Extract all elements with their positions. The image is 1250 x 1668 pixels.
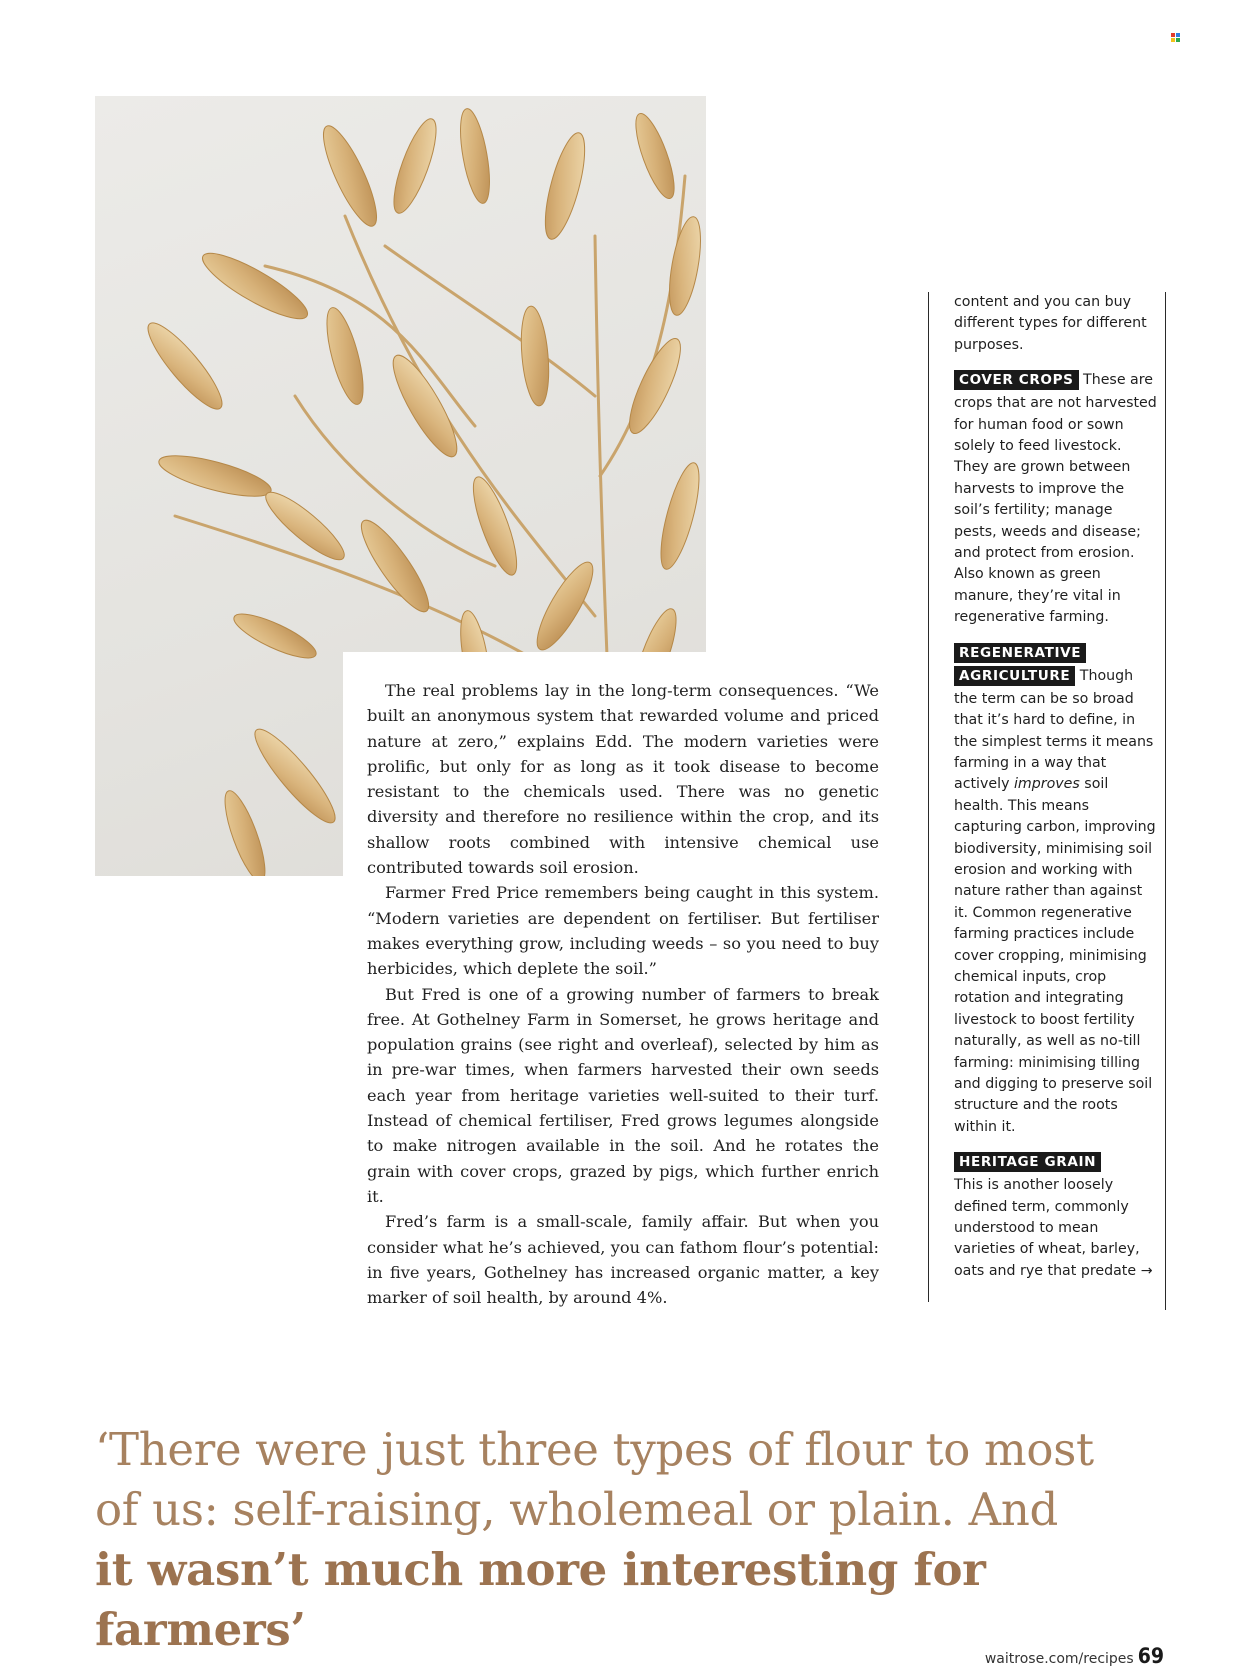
glossary-entry-cover-crops bbox=[954, 370, 1157, 628]
glossary-sidebar bbox=[933, 292, 1166, 1310]
pull-quote-regular: ‘There were just three types of flour to most of us: self-raising, wholemeal or plain. And bbox=[95, 1423, 1094, 1536]
footer-url[interactable]: waitrose.com/recipes bbox=[984, 1651, 1134, 1667]
glossary-tag: COVER CROPS bbox=[954, 370, 1079, 390]
glossary-text: Though the term can be so broad that it’s hard to define, in the simplest terms it means farming in a way that actively bbox=[954, 667, 1154, 793]
glossary-tag: AGRICULTURE bbox=[954, 666, 1075, 686]
glossary-text: soil health. This means capturing carbon, improving biodiversity, minimising soil erosion and working with nature rather than against it. Common regenerative farming practices include cover cropping, minimising chemical inputs, crop rotation and integrating livestock to boost fertility naturally, as well as no-till farming: minimising tilling and digging to preserve soil structure and the roots within it. bbox=[954, 776, 1156, 1135]
registration-mark-icon bbox=[1171, 33, 1180, 42]
page-footer bbox=[985, 1644, 1164, 1668]
glossary-emphasis: improves bbox=[1013, 776, 1080, 793]
pull-quote bbox=[95, 1420, 1095, 1660]
glossary-tag: HERITAGE GRAIN bbox=[954, 1152, 1101, 1172]
article-paragraph: Fred’s farm is a small-scale, family affair. But when you consider what he’s achieved, you can fathom flour’s potential: in five years, Gothelney has increased organic matter, a key marker of soil health, by around 4%. bbox=[367, 1212, 879, 1308]
article-paragraph: The real problems lay in the long-term consequences. “We built an anonymous system that rewarded volume and priced nature at zero,” explains Edd. The modern varieties were prolific, but only for as long as it took disease to become resistant to the chemicals used. There was no genetic diversity and therefore no resilience within the crop, and its shallow roots combined with intensive chemical use contributed towards soil erosion. bbox=[367, 681, 879, 878]
glossary-entry-regenerative bbox=[954, 643, 1157, 1139]
glossary-intro: content and you can buy different types for different purposes. bbox=[954, 294, 1147, 353]
glossary-text: This is another loosely defined term, commonly understood to mean varieties of wheat, barley, oats and rye that predate → bbox=[954, 1177, 1153, 1279]
glossary-entry-heritage bbox=[954, 1152, 1157, 1282]
article-paragraph: Farmer Fred Price remembers being caught in this system. “Modern varieties are dependent on fertiliser. But fertiliser makes everything grow, including weeds – so you need to buy herbicides, which deplete the soil.” bbox=[367, 883, 879, 979]
pull-quote-bold: it wasn’t much more interesting for farmers’ bbox=[95, 1543, 986, 1656]
page-number: 69 bbox=[1137, 1644, 1164, 1668]
glossary-tag: REGENERATIVE bbox=[954, 643, 1086, 663]
glossary-text: These are crops that are not harvested for human food or sown solely to feed livestock. They are grown between harvests to improve the soil’s fertility; manage pests, weeds and disease; and protect from erosion. Also known as green manure, they’re vital in regenerative farming. bbox=[954, 372, 1157, 626]
article-paragraph: But Fred is one of a growing number of farmers to break free. At Gothelney Farm in Somerset, he grows heritage and population grains (see right and overleaf), selected by him as in pre-war times, when farmers harvested their own seeds each year from heritage varieties well-suited to their turf. Instead of chemical fertiliser, Fred grows legumes alongside to make nitrogen available in the soil. And he rotates the grain with cover crops, grazed by pigs, which further enrich it. bbox=[367, 984, 879, 1206]
article-body bbox=[343, 652, 879, 1310]
